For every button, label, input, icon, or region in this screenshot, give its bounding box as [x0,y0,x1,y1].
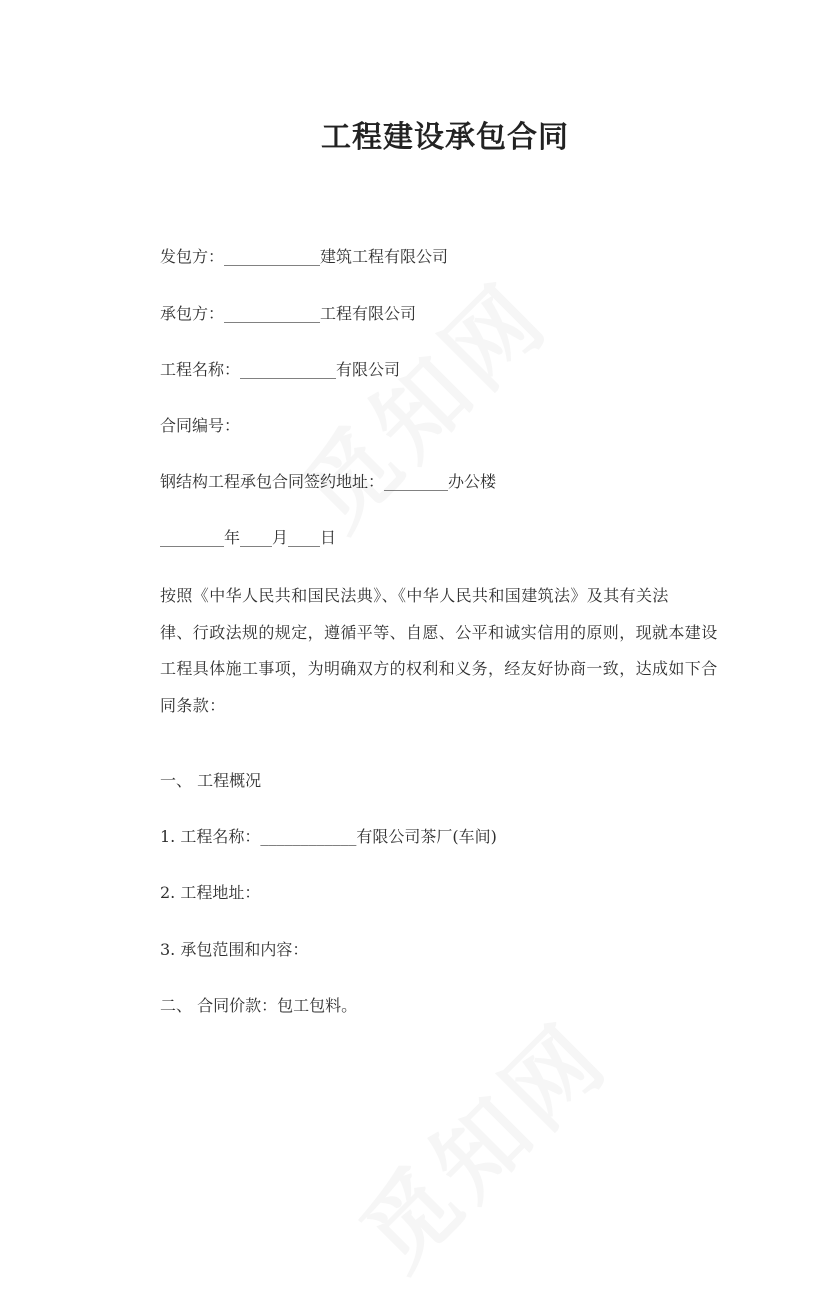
section-item-project-name: 1. 工程名称：____________有限公司茶厂(车间) [160,827,497,846]
document-title: 工程建设承包合同 [321,120,569,155]
preamble-line: 同条款： [160,695,226,715]
project-name-field: 工程名称：____________有限公司 [160,360,401,379]
preamble-paragraph [160,578,718,724]
section-item-scope: 3. 承包范围和内容： [160,940,309,959]
signing-place-field: 钢结构工程承包合同签约地址：________办公楼 [160,472,497,491]
preamble-line: 律、行政法规的规定，遵循平等、自愿、公平和诚实信用的原则，现就本建设 [160,622,718,642]
section-heading-price: 二、 合同价款：包工包料。 [160,996,358,1015]
preamble-line: 工程具体施工事项，为明确双方的权利和义务，经友好协商一致，达成如下合 [160,659,718,678]
contract-number-field: 合同编号： [160,416,241,435]
preamble-line: 按照《中华人民共和国民法典》、《中华人民共和国建筑法》及其有关法 [160,586,669,605]
employer-field: 发包方：____________建筑工程有限公司 [160,247,449,266]
section-item-project-address: 2. 工程地址： [160,883,261,902]
watermark [267,248,572,553]
section-heading-overview: 一、 工程概况 [160,771,262,790]
contractor-field: 承包方：____________工程有限公司 [160,304,417,323]
date-field: ________年____月____日 [160,528,337,547]
watermark [327,988,632,1293]
